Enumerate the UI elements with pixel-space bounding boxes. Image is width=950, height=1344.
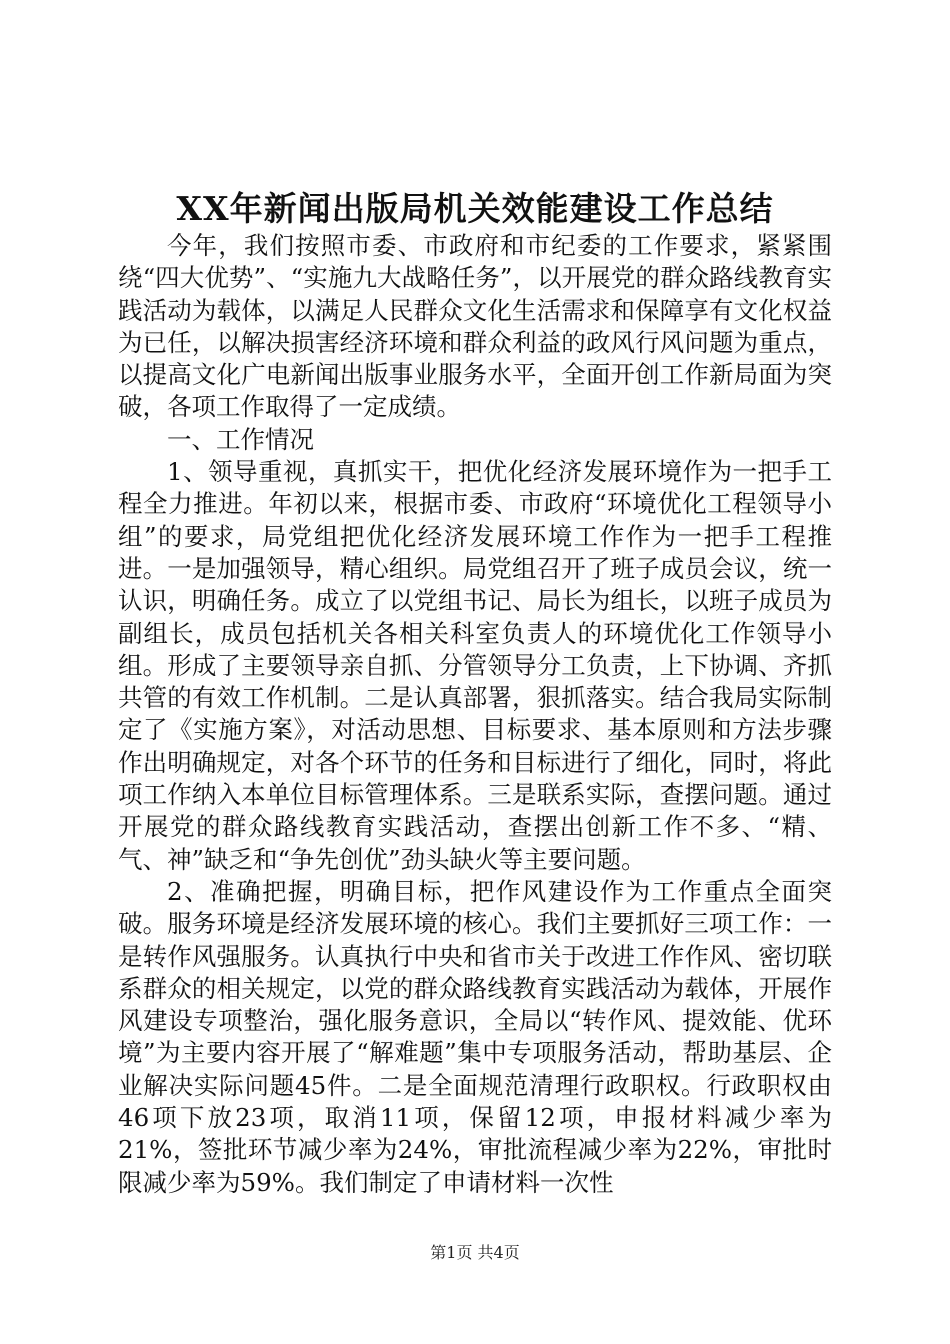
paragraph-item-2: 2、准确把握，明确目标，把作风建设作为工作重点全面突破。服务环境是经济发展环境的核心。我们主要抓好三项工作：一是转作风强服务。认真执行中央和省市关于改进工作作风、密切联系群众的相关规定，以党的群众路线教育实践活动为载体，开展作风建设专项整治，强化服务意识，全局以“转作风、提效能、优环境”为主要内容开展了“解难题”集中专项服务活动，帮助基层、企业解决实际问题45件。二是全面规范清理行政职权。行政职权由46项下放23项，取消11项，保留12项，申报材料减少率为21%，签批环节减少率为24%，审批流程减少率为22%，审批时限减少率为59%。我们制定了申请材料一次性	[118, 876, 832, 1197]
section-heading-work-status: 一、工作情况	[167, 424, 314, 454]
document-title: XX年新闻出版局机关效能建设工作总结	[176, 189, 774, 228]
paragraph-intro: 今年，我们按照市委、市政府和市纪委的工作要求，紧紧围绕“四大优势”、“实施九大战略任务”，以开展党的群众路线教育实践活动为载体，以满足人民群众文化生活需求和保障享有文化权益为已任，以解决损害经济环境和群众利益的政风行风问题为重点，以提高文化广电新闻出版事业服务水平，全面开创工作新局面为突破，各项工作取得了一定成绩。	[118, 231, 832, 422]
document-body	[118, 230, 832, 1199]
paragraph-item-1: 1、领导重视，真抓实干，把优化经济发展环境作为一把手工程全力推进。年初以来，根据市委、市政府“环境优化工程领导小组”的要求，局党组把优化经济发展环境工作作为一把手工程推进。一是加强领导，精心组织。局党组召开了班子成员会议，统一认识，明确任务。成立了以党组书记、局长为组长，以班子成员为副组长，成员包括机关各相关科室负责人的环境优化工作领导小组。形成了主要领导亲自抓、分管领导分工负责，上下协调、齐抓共管的有效工作机制。二是认真部署，狠抓落实。结合我局实际制定了《实施方案》，对活动思想、目标要求、基本原则和方法步骤作出明确规定，对各个环节的任务和目标进行了细化，同时，将此项工作纳入本单位目标管理体系。三是联系实际，查摆问题。通过开展党的群众路线教育实践活动，查摆出创新工作不多、“精、气、神”缺乏和“争先创优”劲头缺火等主要问题。	[118, 457, 832, 874]
page-number: 第1页 共4页	[430, 1243, 520, 1262]
